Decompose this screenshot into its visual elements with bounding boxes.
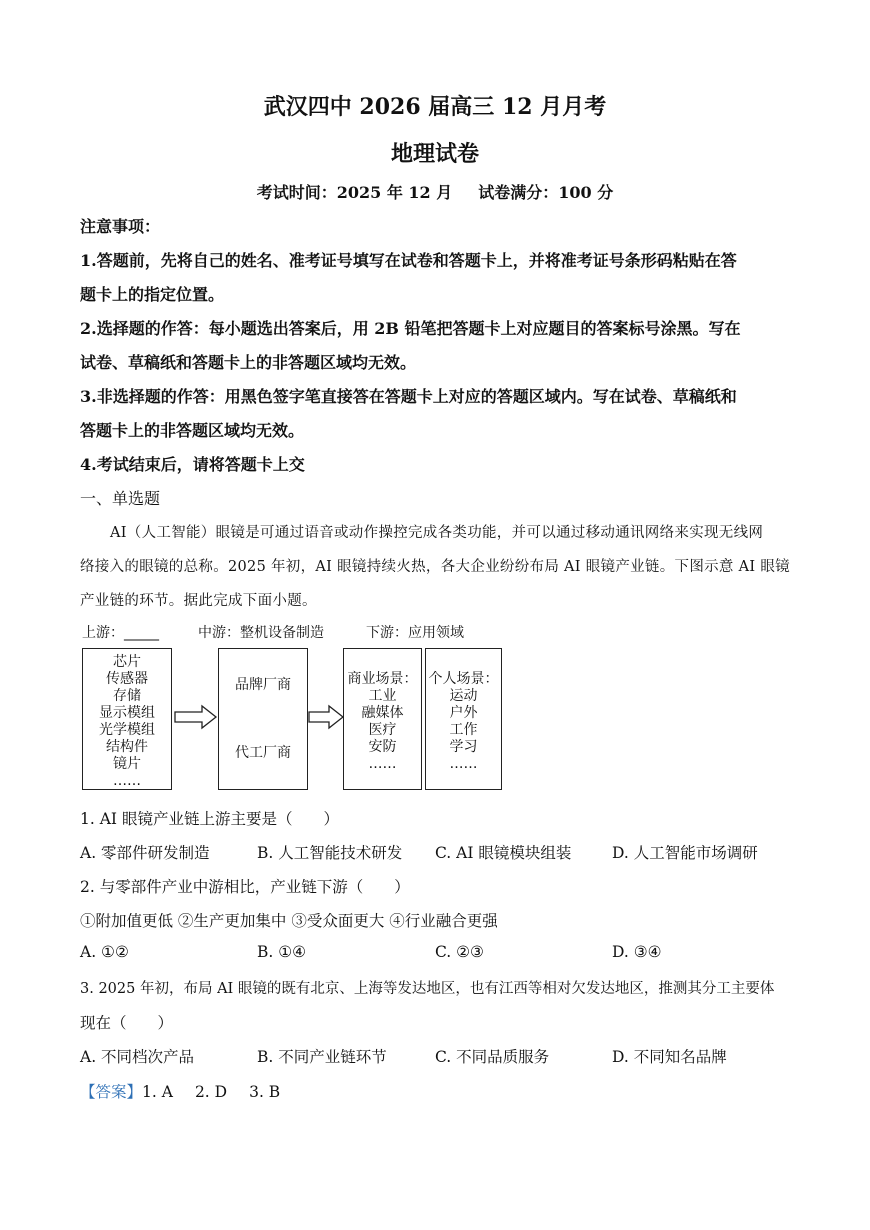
option-c: C. 不同品质服务 — [435, 1048, 550, 1066]
answer-tag: 【答案】 — [80, 1083, 143, 1101]
personal-item: …… — [449, 756, 478, 772]
answer-item: 1. A — [142, 1083, 173, 1101]
question-3-stem-cont: 现在（ ） — [80, 1014, 174, 1032]
upstream-item: 结构件 — [106, 739, 148, 755]
personal-scene-box — [425, 648, 502, 790]
arrow-right-icon — [174, 704, 218, 730]
passage-line: 产业链的环节。据此完成下面小题。 — [80, 593, 317, 609]
business-item: 工业 — [368, 688, 397, 704]
midstream-box — [218, 648, 308, 790]
option-b: B. 不同产业链环节 — [257, 1048, 387, 1066]
question-2-statements: ①附加值更低 ②生产更加集中 ③受众面更大 ④行业融合更强 — [80, 912, 498, 930]
upstream-item: 存储 — [113, 688, 141, 704]
option-b: B. 人工智能技术研发 — [257, 844, 403, 862]
business-item: 安防 — [368, 739, 397, 755]
downstream-label: 下游：应用领域 — [366, 625, 464, 641]
notice-line: 2.选择题的作答：每小题选出答案后，用 2B 铅笔把答题卡上对应题目的答案标号涂黑。写在 — [80, 319, 741, 338]
notice-line: 答题卡上的非答题区域均无效。 — [80, 421, 305, 440]
notice-line: 题卡上的指定位置。 — [80, 285, 225, 304]
notice-line: 3.非选择题的作答：用黑色签字笔直接答在答题卡上对应的答题区域内。写在试卷、草稿纸和 — [80, 387, 737, 406]
exam-title: 武汉四中 2026 届高三 12 月月考 — [263, 94, 607, 120]
notice-heading: 注意事项： — [80, 217, 161, 236]
option-a: A. 不同档次产品 — [80, 1048, 195, 1066]
option-d: D. ③④ — [612, 943, 662, 961]
answer-item: 2. D — [194, 1083, 228, 1101]
option-a: A. ①② — [80, 943, 129, 961]
business-item: …… — [368, 756, 397, 772]
upstream-item: 镜片 — [113, 756, 141, 772]
upstream-item: …… — [113, 773, 141, 789]
option-c: C. AI 眼镜模块组装 — [435, 844, 572, 862]
personal-item: 户外 — [449, 705, 478, 721]
notice-line: 4.考试结束后，请将答题卡上交 — [80, 455, 305, 474]
oem-maker: 代工厂商 — [235, 745, 291, 761]
notice-line: 试卷、草稿纸和答题卡上的非答题区域均无效。 — [80, 353, 417, 372]
passage-line: 络接入的眼镜的总称。2025 年初，AI 眼镜持续火热，各大企业纷纷布局 AI 眼镜产业链。下图示意 AI 眼镜 — [80, 559, 790, 575]
personal-item: 工作 — [449, 722, 478, 738]
exam-meta — [0, 180, 870, 203]
brand-maker: 品牌厂商 — [235, 677, 291, 693]
personal-item: 运动 — [449, 688, 478, 704]
business-title: 商业场景： — [347, 671, 418, 687]
section-heading: 一、单选题 — [80, 489, 161, 508]
business-item: 融媒体 — [361, 705, 404, 721]
upstream-label: 上游：_____ — [82, 625, 159, 641]
upstream-item: 传感器 — [106, 671, 148, 687]
upstream-item: 显示模组 — [99, 705, 155, 721]
personal-item: 学习 — [449, 739, 478, 755]
exam-time: 考试时间：2025 年 12 月 — [256, 183, 453, 202]
option-a: A. 零部件研发制造 — [80, 844, 210, 862]
midstream-label: 中游：整机设备制造 — [198, 625, 324, 641]
option-b: B. ①④ — [257, 943, 307, 961]
business-item: 医疗 — [368, 722, 397, 738]
business-scene-box — [343, 648, 422, 790]
option-c: C. ②③ — [435, 943, 484, 961]
arrow-right-icon — [308, 704, 344, 730]
question-2-stem: 2. 与零部件产业中游相比，产业链下游（ ） — [80, 878, 410, 896]
notice-line: 1.答题前，先将自己的姓名、准考证号填写在试卷和答题卡上，并将准考证号条形码粘贴在答 — [80, 251, 737, 270]
upstream-item: 芯片 — [113, 654, 141, 670]
upstream-item: 光学模组 — [99, 722, 155, 738]
question-1-stem: 1. AI 眼镜产业链上游主要是（ ） — [80, 810, 339, 828]
upstream-box — [82, 648, 172, 790]
personal-title: 个人场景： — [428, 671, 499, 687]
answer-item: 3. B — [249, 1083, 281, 1101]
option-d: D. 人工智能市场调研 — [612, 844, 758, 862]
question-3-stem: 3. 2025 年初，布局 AI 眼镜的既有北京、上海等发达地区，也有江西等相对欠发达地区，推测其分工主要体 — [80, 981, 775, 997]
passage-line: AI（人工智能）眼镜是可通过语音或动作操控完成各类功能，并可以通过移动通讯网络来实现无线网 — [110, 525, 764, 541]
option-d: D. 不同知名品牌 — [612, 1048, 727, 1066]
exam-subtitle: 地理试卷 — [390, 141, 479, 167]
full-score: 试卷满分：100 分 — [478, 183, 614, 202]
answer-line — [80, 1080, 280, 1102]
